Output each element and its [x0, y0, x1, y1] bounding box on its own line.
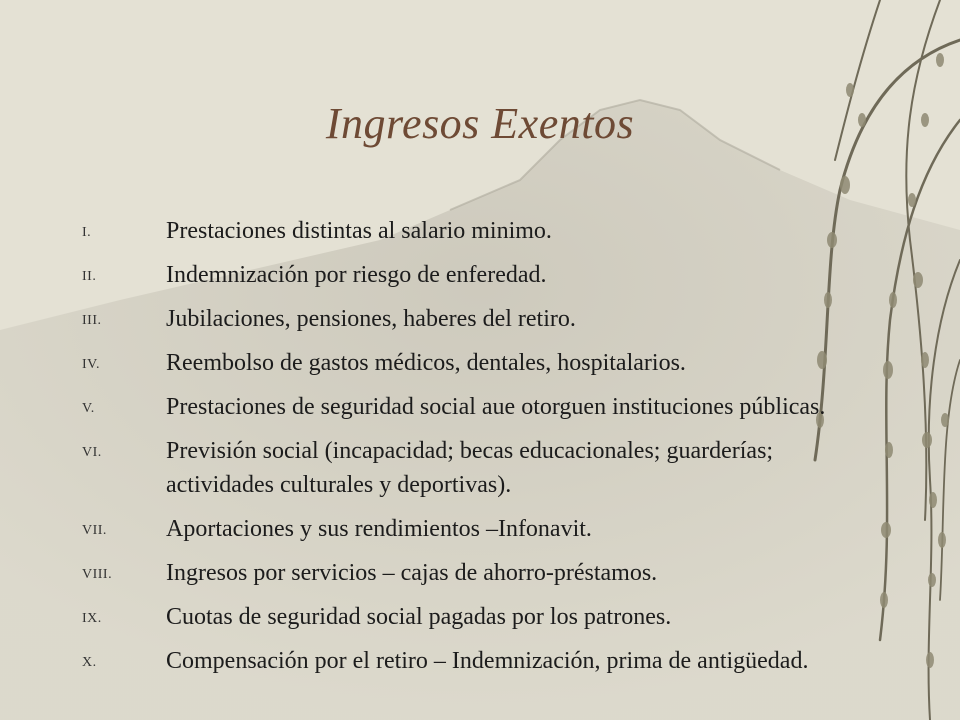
list-item-number: VII.	[82, 523, 107, 538]
list-item	[0, 302, 960, 336]
list-item-number: X.	[82, 655, 97, 670]
list-item-number: IX.	[82, 611, 102, 626]
list-item-number: II.	[82, 269, 97, 284]
slide-title: Ingresos Exentos	[325, 99, 635, 148]
list-item-text: Previsión social (incapacidad; becas educacionales; guarderías; actividades culturales y deportivas).	[166, 438, 774, 498]
list-item	[0, 644, 960, 678]
list-item	[0, 258, 960, 292]
list-item-number: IV.	[82, 357, 100, 372]
list-item	[0, 512, 960, 546]
list-item-text: Indemnización por riesgo de enferedad.	[166, 262, 547, 288]
list-item-text: Jubilaciones, pensiones, haberes del retiro.	[166, 306, 576, 332]
list-item-text: Aportaciones y sus rendimientos –Infonavit.	[166, 516, 592, 542]
list-item	[0, 434, 960, 502]
list-item	[0, 556, 960, 590]
list-item-number: III.	[82, 313, 102, 328]
exempt-income-list	[0, 214, 960, 688]
list-item-text: Prestaciones de seguridad social aue otorguen instituciones públicas.	[166, 394, 826, 420]
list-item-number: I.	[82, 225, 92, 240]
list-item-text: Prestaciones distintas al salario minimo.	[166, 218, 552, 244]
list-item	[0, 346, 960, 380]
list-item-number: VI.	[82, 445, 102, 460]
list-item-number: V.	[82, 401, 95, 416]
list-item	[0, 600, 960, 634]
list-item-text: Cuotas de seguridad social pagadas por los patrones.	[166, 604, 672, 630]
list-item	[0, 214, 960, 248]
list-item	[0, 390, 960, 424]
list-item-number: VIII.	[82, 567, 113, 582]
list-item-text: Ingresos por servicios – cajas de ahorro-préstamos.	[166, 560, 658, 586]
list-item-text: Compensación por el retiro – Indemnización, prima de antigüedad.	[166, 648, 809, 674]
list-item-text: Reembolso de gastos médicos, dentales, hospitalarios.	[166, 350, 686, 376]
